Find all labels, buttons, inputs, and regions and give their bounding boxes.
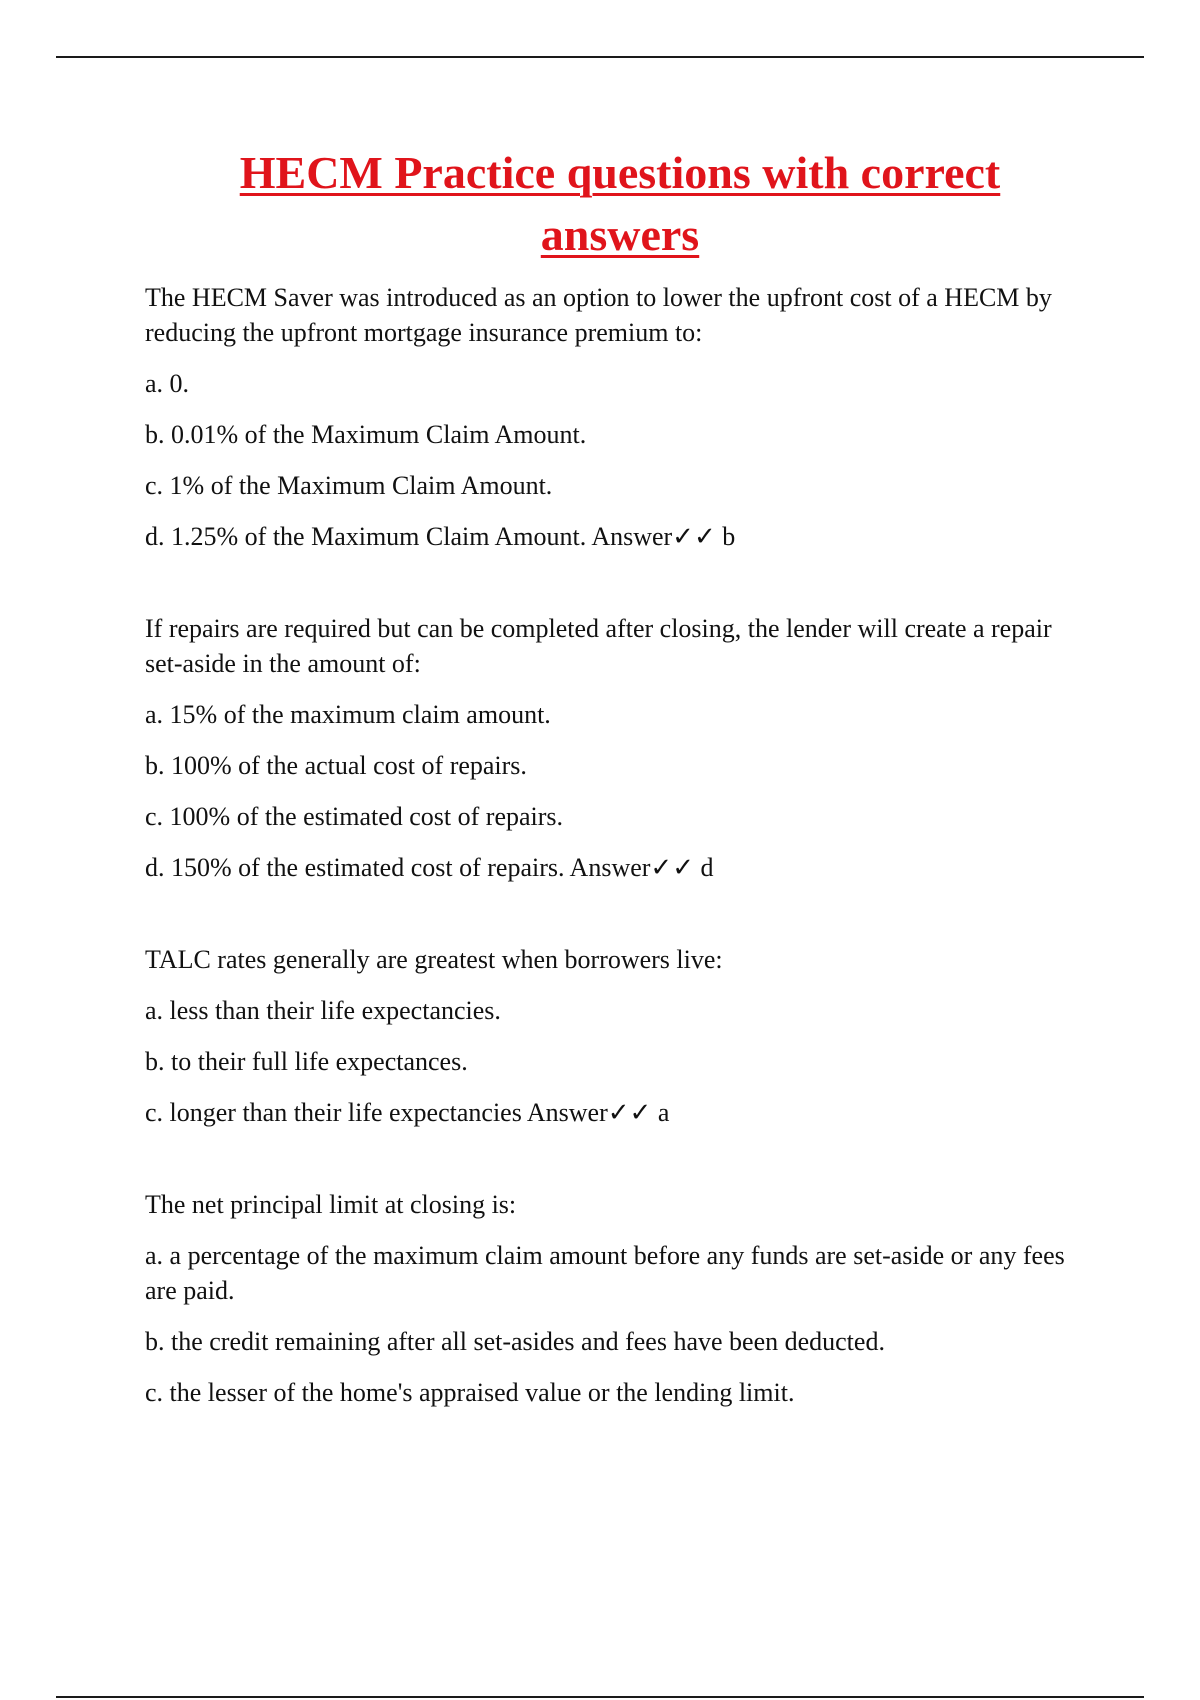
option-a: a. less than their life expectancies. bbox=[145, 996, 501, 1025]
option-b: b. the credit remaining after all set-asides and fees have been deducted. bbox=[145, 1327, 885, 1356]
document-title-line-1: HECM Practice questions with correct bbox=[239, 147, 1001, 198]
option-a: a. 15% of the maximum claim amount. bbox=[145, 700, 551, 729]
question-text: If repairs are required but can be completed after closing, the lender will create a repair set-aside in the amount of: bbox=[145, 614, 1052, 678]
option-c: c. 100% of the estimated cost of repairs. bbox=[145, 802, 564, 831]
question-2 bbox=[145, 611, 1075, 885]
option-b: b. to their full life expectances. bbox=[145, 1047, 468, 1076]
document-title-line-2: answers bbox=[540, 209, 700, 260]
option-c: c. 1% of the Maximum Claim Amount. bbox=[145, 471, 553, 500]
document-title bbox=[0, 142, 1200, 266]
question-text: TALC rates generally are greatest when borrowers live: bbox=[145, 945, 723, 974]
option-d-with-answer: d. 1.25% of the Maximum Claim Amount. Answer✓✓ b bbox=[145, 522, 736, 551]
questions-list bbox=[145, 280, 1075, 1410]
option-c-with-answer: c. longer than their life expectancies Answer✓✓ a bbox=[145, 1098, 670, 1127]
option-b: b. 100% of the actual cost of repairs. bbox=[145, 751, 527, 780]
question-text: The HECM Saver was introduced as an option to lower the upfront cost of a HECM by reducing the upfront mortgage insurance premium to: bbox=[145, 283, 1052, 347]
option-a: a. 0. bbox=[145, 369, 190, 398]
bottom-rule bbox=[56, 1696, 1144, 1698]
option-d-with-answer: d. 150% of the estimated cost of repairs. Answer✓✓ d bbox=[145, 853, 714, 882]
question-text: The net principal limit at closing is: bbox=[145, 1190, 517, 1219]
option-a: a. a percentage of the maximum claim amount before any funds are set-aside or any fees are paid. bbox=[145, 1241, 1065, 1305]
question-3 bbox=[145, 942, 1075, 1130]
top-rule bbox=[56, 56, 1144, 58]
question-1 bbox=[145, 280, 1075, 554]
option-c: c. the lesser of the home's appraised value or the lending limit. bbox=[145, 1378, 795, 1407]
question-4 bbox=[145, 1187, 1075, 1410]
option-b: b. 0.01% of the Maximum Claim Amount. bbox=[145, 420, 587, 449]
